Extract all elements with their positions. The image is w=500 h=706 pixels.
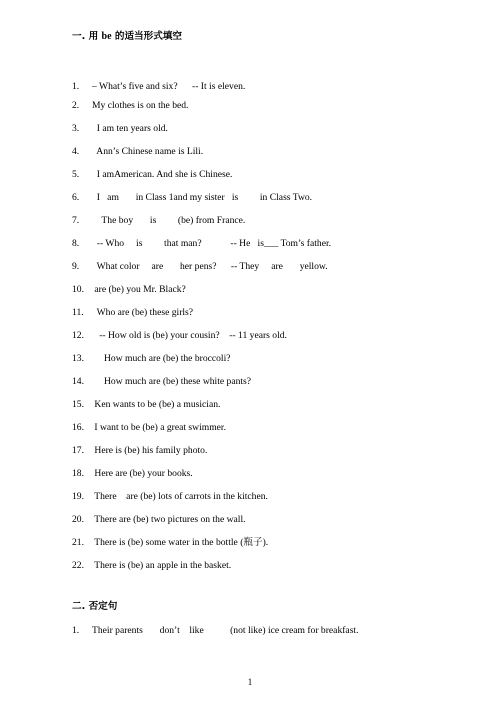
item-number: 13. xyxy=(72,353,84,364)
exercise-item-2 xyxy=(72,100,188,112)
exercise-item-17 xyxy=(72,445,207,457)
item-number: 12. xyxy=(72,330,84,341)
exercise-item-21 xyxy=(72,537,268,549)
section-1-heading-prefix: 一. 用 xyxy=(72,31,102,42)
item-number: 15. xyxy=(72,399,84,410)
item-number: 8. xyxy=(72,238,80,249)
exercise-item-15 xyxy=(72,399,220,411)
item-number: 1. xyxy=(72,81,80,92)
item-text: -- How old is (be) your cousin? -- 11 years old. xyxy=(92,330,287,341)
item-text: How much are (be) these white pants? xyxy=(92,376,252,387)
item-text: There is (be) an apple in the basket. xyxy=(92,560,232,571)
item-text: – What’s five and six? -- It is eleven. xyxy=(92,81,246,92)
item-text: I am in Class 1and my sister is in Class Two. xyxy=(92,192,313,203)
item-text: -- Who is that man? -- He is___ Tom’s father. xyxy=(92,238,332,249)
exercise-item-9 xyxy=(72,261,328,273)
exercise-item-22 xyxy=(72,560,231,572)
exercise-item-3 xyxy=(72,123,168,135)
item-number: 9. xyxy=(72,261,80,272)
item-text: Here is (be) his family photo. xyxy=(92,445,208,456)
exercise-item-4 xyxy=(72,146,203,158)
exercise-item-1 xyxy=(72,81,245,93)
section-2-heading: 二. 否定句 xyxy=(72,601,118,612)
item-number: 4. xyxy=(72,146,80,157)
item-text: My clothes is on the bed. xyxy=(92,100,189,111)
exercise-item-19 xyxy=(72,491,268,503)
exercise-item-20 xyxy=(72,514,246,526)
item-text: There is (be) some water in the bottle (瓶子). xyxy=(92,537,269,548)
exercise-item-11 xyxy=(72,307,193,319)
exercise-item-14 xyxy=(72,376,251,388)
exercise-item-5 xyxy=(72,169,232,181)
section-1-heading-keyword: be xyxy=(101,31,112,42)
item-number: 16. xyxy=(72,422,84,433)
item-text: How much are (be) the broccoli? xyxy=(92,353,231,364)
item-number: 6. xyxy=(72,192,80,203)
section-1-heading xyxy=(72,31,182,43)
exercise-item-12 xyxy=(72,330,287,342)
item-text: Here are (be) your books. xyxy=(92,468,193,479)
exercise-item-6 xyxy=(72,192,312,204)
exercise-item-10 xyxy=(72,284,186,296)
item-text: Who are (be) these girls? xyxy=(92,307,194,318)
item-text: are (be) you Mr. Black? xyxy=(92,284,186,295)
item-number: 20. xyxy=(72,514,84,525)
item-text: Ken wants to be (be) a musician. xyxy=(92,399,221,410)
exercise-item-18 xyxy=(72,468,193,480)
item-text: Their parents don’t like (not like) ice cream for breakfast. xyxy=(92,625,359,636)
item-number: 17. xyxy=(72,445,84,456)
item-number: 7. xyxy=(72,215,80,226)
exercise-item-7 xyxy=(72,215,245,227)
page-number: 1 xyxy=(247,677,253,687)
item-text: I amAmerican. And she is Chinese. xyxy=(92,169,233,180)
exercise-item-8 xyxy=(72,238,331,250)
item-text: What color are her pens? -- They are yellow. xyxy=(92,261,328,272)
section-1-heading-suffix: 的适当形式填空 xyxy=(111,31,183,42)
exercise-item-13 xyxy=(72,353,231,365)
item-number: 21. xyxy=(72,537,84,548)
item-number: 2. xyxy=(72,100,80,111)
item-number: 3. xyxy=(72,123,80,134)
item-text: I am ten years old. xyxy=(92,123,168,134)
item-text: I want to be (be) a great swimmer. xyxy=(92,422,226,433)
item-number: 11. xyxy=(72,307,84,318)
item-number: 19. xyxy=(72,491,84,502)
item-number: 14. xyxy=(72,376,84,387)
exercise-item-16 xyxy=(72,422,226,434)
item-text: There are (be) lots of carrots in the kitchen. xyxy=(92,491,268,502)
item-number: 10. xyxy=(72,284,84,295)
item-text: Ann’s Chinese name is Lili. xyxy=(92,146,204,157)
item-number: 1. xyxy=(72,625,80,636)
negative-item-1 xyxy=(72,625,359,637)
item-text: There are (be) two pictures on the wall. xyxy=(92,514,246,525)
item-number: 18. xyxy=(72,468,84,479)
item-number: 5. xyxy=(72,169,80,180)
item-text: The boy is (be) from France. xyxy=(92,215,246,226)
item-number: 22. xyxy=(72,560,84,571)
